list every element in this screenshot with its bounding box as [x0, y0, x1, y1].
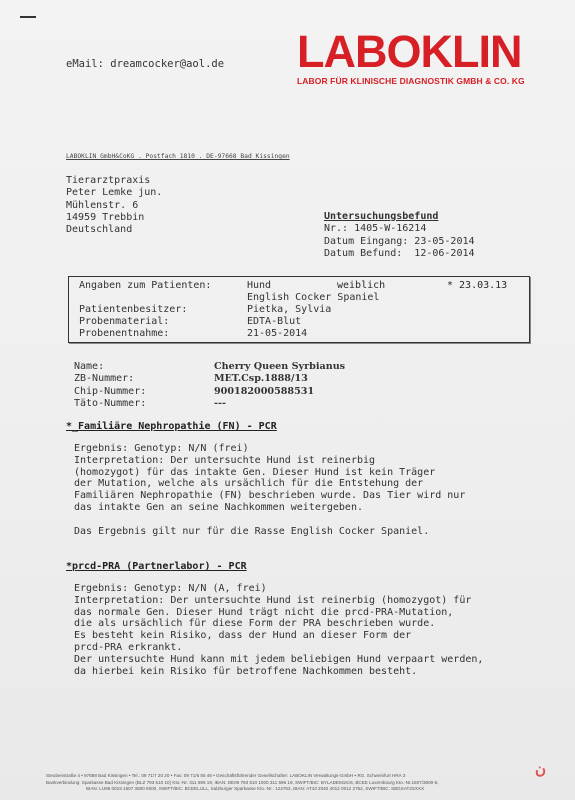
- result-line: das intakte Gen an seine Nachkommen weitergeben.: [74, 501, 363, 513]
- patient-info-label: Angaben zum Patienten:: [79, 280, 212, 291]
- sex: weiblich: [337, 280, 386, 291]
- animal-details: [74, 361, 345, 411]
- animal-row: [74, 398, 345, 410]
- zb-label: ZB-Nummer:: [74, 373, 135, 385]
- section-body-fn: [74, 443, 465, 538]
- patient-row: [79, 280, 271, 291]
- result-line: Ergebnis: Genotyp: N/N (frei): [74, 443, 249, 454]
- recipient-address: [66, 175, 162, 236]
- birth-date: * 23.03.13: [447, 280, 508, 291]
- result-line: da hierbei kein Risiko für betroffene Nachkommen besteht.: [74, 665, 418, 677]
- result-line: Der untersuchte Hund kann mit jedem beliebigen Hund verpaart werden,: [74, 653, 484, 665]
- tato-label: Täto-Nummer:: [74, 398, 147, 410]
- logo-subtitle: LABOR FÜR KLINISCHE DIAGNOSTIK GMBH & CO. KG: [297, 76, 525, 86]
- result-line: Interpretation: Der untersuchte Hund ist reinerbig: [74, 454, 376, 466]
- result-line: prcd-PRA erkrankt.: [74, 641, 183, 653]
- material: EDTA-Blut: [247, 316, 302, 327]
- animal-row: [74, 373, 345, 385]
- patient-row: [79, 328, 307, 339]
- address-line: Peter Lemke jun.: [66, 187, 163, 199]
- logo-wordmark: LABOKLIN: [297, 26, 522, 77]
- section-body-prcd: [74, 583, 483, 677]
- result-line: Es besteht kein Risiko, dass der Hund an dieser Form der: [74, 630, 412, 642]
- section-heading-fn: *_Familiäre Nephropathie (FN) - PCR: [66, 421, 277, 432]
- footer: [46, 773, 566, 793]
- address-line: 14959 Trebbin: [66, 211, 145, 223]
- report-info: [324, 211, 475, 260]
- owner-label: Patientenbesitzer:: [79, 304, 188, 315]
- laboklin-logo: [297, 26, 555, 86]
- result-line: der Mutation, welche als ursächlich für die Entstehung der: [74, 478, 424, 490]
- footer-line: Steubenstraße 4 • 97688 Bad Kissingen • Tel.: 09 71/7 20 20 • Fax: 09 71/6 85 46 • Geschäftsführender Gesellschafter: LABOKLIN Verwaltungs-GmbH • RG. Schweinfurt HRA 3: [46, 773, 406, 778]
- sample-date: 21-05-2014: [247, 328, 308, 339]
- result-line: Ergebnis: Genotyp: N/N (A, frei): [74, 583, 267, 594]
- result-line: Familiären Nephropathie (FN) beschrieben wurde. Das Tier wird nur: [74, 490, 466, 502]
- animal-row: [74, 361, 345, 373]
- chip-number: 900182000588531: [214, 385, 315, 397]
- patient-box: [68, 276, 530, 343]
- dog-name: Cherry Queen Syrbianus: [214, 361, 346, 372]
- patient-row: [79, 316, 301, 327]
- footer-line: IBAN: LU95 0019 1507 3600 6000, SWIFT/BIC: BCEELULL, Salzburger Sparkasse Kto.-Nr.: 122762, IBAN: AT43 2040 4012 0012 2762, SWIFT/BIC: SBGSAT2SXXX: [86, 786, 425, 792]
- result-line: (homozygot) für das intakte Gen. Dieser Hund ist kein Träger: [74, 466, 436, 478]
- margin-mark: [20, 16, 36, 18]
- chip-label: Chip-Nummer:: [74, 385, 147, 397]
- patient-row: [79, 304, 331, 315]
- address-line: Mühlenstr. 6: [66, 199, 139, 211]
- report-title: Untersuchungsbefund: [324, 211, 439, 222]
- address-line: Deutschland: [66, 224, 133, 236]
- footer-line: Bankverbindung: Sparkasse Bad Kissingen (BLZ 793 510 10) Kto.-Nr. 311 596 19, IBAN: DE09 793 510 1000 311 596 19, SWIFT/BIC: BYLADEM1KIS, BCEE Luxembourg Kto.-Nr.1507/3600-5,: [46, 779, 439, 785]
- section-heading-prcd: *prcd-PRA (Partnerlabor) - PCR: [66, 561, 247, 572]
- species: Hund: [247, 280, 272, 291]
- result-line: die als ursächlich für diese Form der PRA beschrieben wurde.: [74, 618, 436, 630]
- animal-row: [74, 386, 345, 398]
- material-label: Probenmaterial:: [79, 316, 170, 327]
- patient-row: [79, 292, 379, 303]
- report-number: Nr.: 1405-W-16214: [324, 223, 427, 235]
- address-line: Tierarztpraxis: [66, 175, 151, 186]
- owner: Pietka, Sylvia: [247, 304, 332, 315]
- breed: English Cocker Spaniel: [247, 292, 380, 303]
- zb-number: MET.Csp.1888/13: [214, 373, 308, 385]
- sender-line: LABOKLIN GmbH&CoKG . Postfach 1810 . DE-97668 Bad Kissingen: [66, 153, 290, 160]
- result-date: Datum Befund: 12-06-2014: [324, 247, 475, 259]
- result-line: das normale Gen. Dieser Hund trägt nicht die prcd-PRA-Mutation,: [74, 606, 454, 618]
- tato-number: ---: [214, 398, 226, 410]
- name-label: Name:: [74, 361, 105, 372]
- received-date: Datum Eingang: 23-05-2014: [324, 235, 475, 247]
- corner-mark: ن: [535, 761, 547, 778]
- result-line: Interpretation: Der untersuchte Hund ist reinerbig (homozygot) für: [74, 594, 472, 606]
- sample-date-label: Probenentnahme:: [79, 328, 170, 339]
- breed-note: Das Ergebnis gilt nur für die Rasse English Cocker Spaniel.: [74, 525, 430, 537]
- email-line: eMail: dreamcocker@aol.de: [66, 58, 225, 70]
